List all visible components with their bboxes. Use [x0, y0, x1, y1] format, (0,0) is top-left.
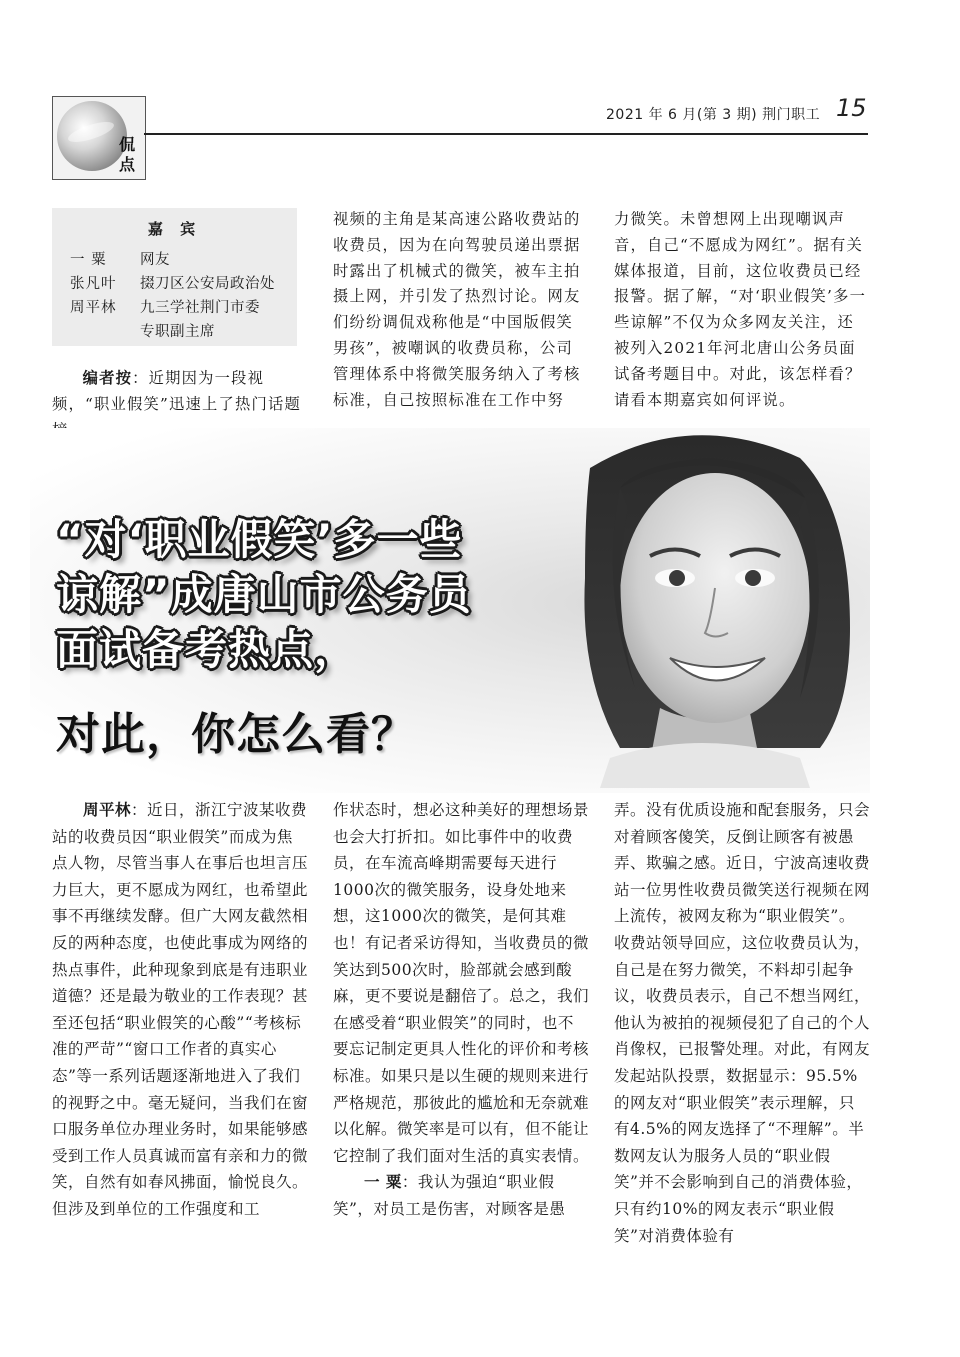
- subheadline: 对此，你怎么看？: [56, 709, 416, 760]
- body-text: ：近日，浙江宁波某收费站的收费员因“职业假笑”而成为焦点人物，尽管当事人在事后也坦言压力巨大，更不愿成为网红，也希望此事不再继续发酵。但广大网友截然相反的两种态度，也使此事成为网络的热点事件，此种现象到底是有违职业道德？还是最为敬业的工作表现？甚至还包括“职业假笑的心酸”“考核标准的严苛”“窗口工作者的真实心态”等一系列话题逐渐地进入了我们的视野之中。毫无疑问，当我们在窗口服务单位办理业务时，如果能够感受到工作人员真诚而富有亲和力的微笑，自然有如春风拂面，愉悦良久。但涉及到单位的工作强度和工: [52, 801, 309, 1218]
- guest-role: 专职副主席: [140, 324, 215, 340]
- body-text: ：我认为强迫“职业假笑”，对员工是伤害，对顾客是愚: [333, 1173, 566, 1218]
- body-text: 作状态时，想必这种美好的理想场景也会大打折扣。如比事件中的收费员，在车流高峰期需要每天进行1000次的微笑服务，设身处地来想，这1000次的微笑，是何其难也！有记者采访得知，当收费员的微笑达到500次时，脸部就会感到酸麻，更不要说是翻倍了。总之，我们在感受着“职业假笑”的同时，也不要忘记制定更具人性化的评价和考核标准。如果只是以生硬的规则来进行严格规范，那彼此的尴尬和无奈就难以化解。微笑率是可以有，但不能让它控制了我们面对生活的真实表情。: [333, 801, 590, 1165]
- guest-role: 网友: [140, 252, 170, 268]
- guest-name: 周平林: [70, 300, 117, 316]
- body-text: 弄。没有优质设施和配套服务，只会对着顾客傻笑，反倒让顾客有被愚弄、欺骗之感。近日，宁波高速收费站一位男性收费员微笑送行视频在网上流传，被网友称为“职业假笑”。收费站领导回应，这位收费员认为，自己是在努力微笑，不料却引起争议，收费员表示，自己不想当网红，他认为被拍的视频侵犯了自己的个人肖像权，已报警处理。对此，有网友发起站队投票，数据显示：95.5%的网友对“职业假笑”表示理解，只有4.5%的网友选择了“不理解”。半数网友认为服务人员的“职业假笑”并不会影响到自己的消费体验，只有约10%的网友表示“职业假笑”对消费体验有: [614, 801, 871, 1245]
- speaker-name: 周平林: [83, 801, 132, 819]
- body-column-3: [614, 797, 870, 1249]
- headline-line: 面试备考热点，: [56, 625, 358, 674]
- guest-name: 一 粟: [70, 252, 107, 268]
- page-number: 15: [836, 94, 867, 122]
- header-rule: [144, 133, 868, 135]
- section-logo: [52, 96, 146, 180]
- body-column-1: [52, 797, 308, 1223]
- editor-note-label: 编者按: [82, 369, 133, 387]
- body-column-2: [333, 797, 589, 1223]
- intro-column-3: 力微笑。未曾想网上出现嘲讽声音，自己“不愿成为网红”。据有关媒体报道，目前，这位收费员已经报警。据了解，“对‘职业假笑’多一些谅解”不仅为众多网友关注，还被列入2021年河北唐山公务员面试备考题目中。对此，该怎样看？请看本期嘉宾如何评说。: [614, 210, 867, 409]
- headline-line: 谅解”成唐山市公务员: [56, 570, 472, 619]
- guest-name: 张凡叶: [70, 276, 117, 292]
- guest-box-title: 嘉 宾: [147, 220, 202, 238]
- speaker-name: 一 粟: [364, 1173, 402, 1192]
- section-label: 侃点: [119, 135, 136, 174]
- headline: [56, 512, 576, 677]
- guest-box: [52, 208, 297, 346]
- editor-note-text: ：近期因为一段视频，“职业假笑”迅速上了热门话题: [52, 369, 301, 413]
- headline-line: “对‘职业假笑’多一些: [56, 515, 463, 564]
- guest-role: 九三学社荆门市委: [140, 300, 260, 316]
- guest-role: 掇刀区公安局政治处: [140, 276, 275, 292]
- headline-banner: [30, 428, 870, 793]
- intro-column-2: 视频的主角是某高速公路收费站的收费员，因为在向驾驶员递出票据时露出了机械式的微笑，被车主拍摄上网，并引发了热烈讨论。网友们纷纷调侃戏称他是“中国版假笑男孩”，被嘲讽的收费员称，公司管理体系中将微笑服务纳入了考核标准，自己按照标准在工作中努: [333, 210, 581, 409]
- smiling-woman-photo: [550, 428, 870, 788]
- issue-info: 2021 年 6 月(第 3 期) 荆门职工: [606, 107, 821, 123]
